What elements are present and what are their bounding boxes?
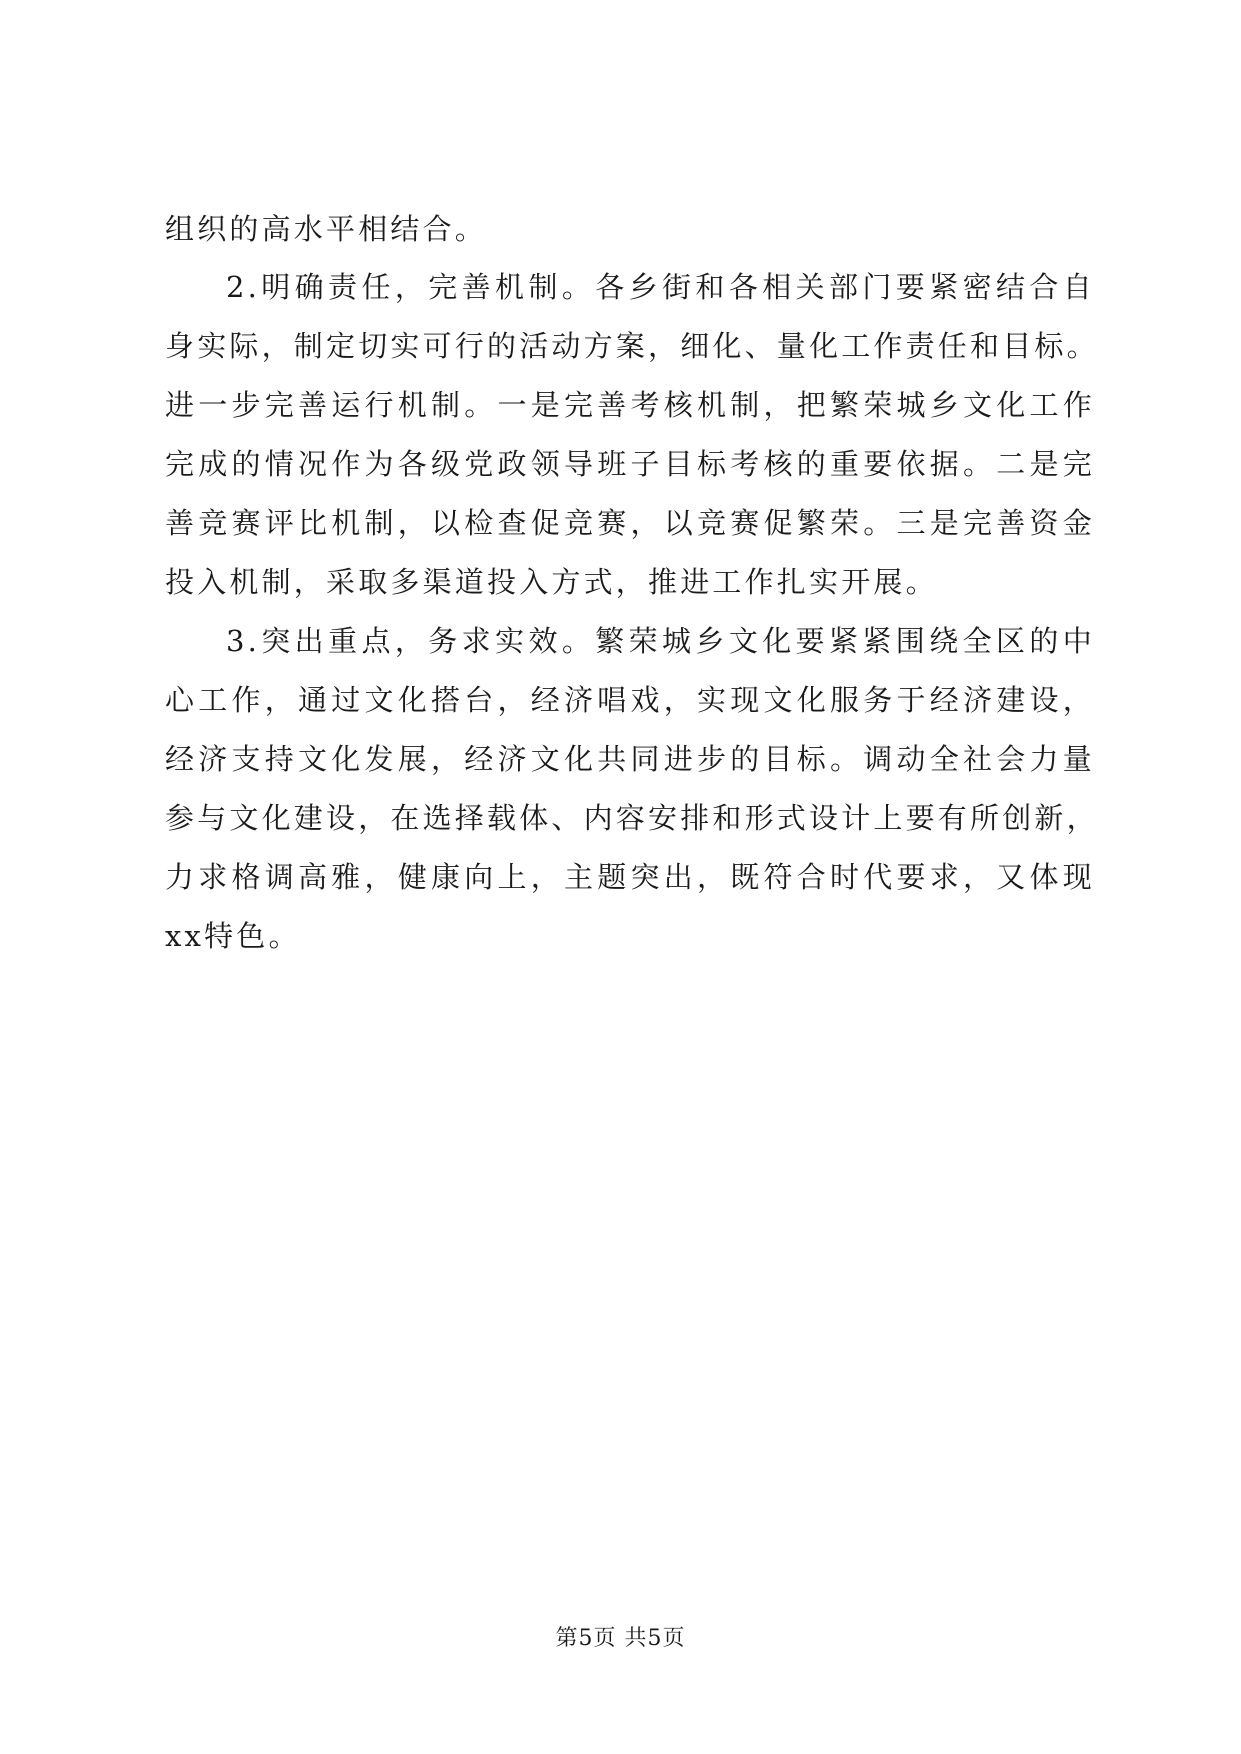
text-line: xx特色。 <box>165 919 301 953</box>
text-line: 经济支持文化发展，经济文化共同进步的目标。调动全社会力量 <box>165 742 1095 776</box>
text-line: 身实际，制定切实可行的活动方案，细化、量化工作责任和目标。 <box>165 329 1099 363</box>
text-line: 参与文化建设，在选择载体、内容安排和形式设计上要有所创新， <box>165 801 1099 835</box>
text-line: 完成的情况作为各级党政领导班子目标考核的重要依据。二是完 <box>165 447 1095 481</box>
text-line: 善竞赛评比机制，以检查促竞赛，以竞赛促繁荣。三是完善资金 <box>165 506 1095 540</box>
text-line: 力求格调高雅，健康向上，主题突出，既符合时代要求，又体现 <box>165 860 1095 894</box>
text-line: 投入机制，采取多渠道投入方式，推进工作扎实开展。 <box>165 565 938 599</box>
text-line: 进一步完善运行机制。一是完善考核机制，把繁荣城乡文化工作 <box>165 388 1095 422</box>
text-line: 3.突出重点，务求实效。繁荣城乡文化要紧紧围绕全区的中 <box>226 624 1095 658</box>
text-line: 组织的高水平相结合。 <box>165 212 488 246</box>
text-line: 心工作，通过文化搭台，经济唱戏，实现文化服务于经济建设， <box>165 683 1095 717</box>
text-line: 2.明确责任，完善机制。各乡街和各相关部门要紧密结合自 <box>226 270 1095 304</box>
page-number-footer: 第5页 共5页 <box>555 1626 686 1651</box>
